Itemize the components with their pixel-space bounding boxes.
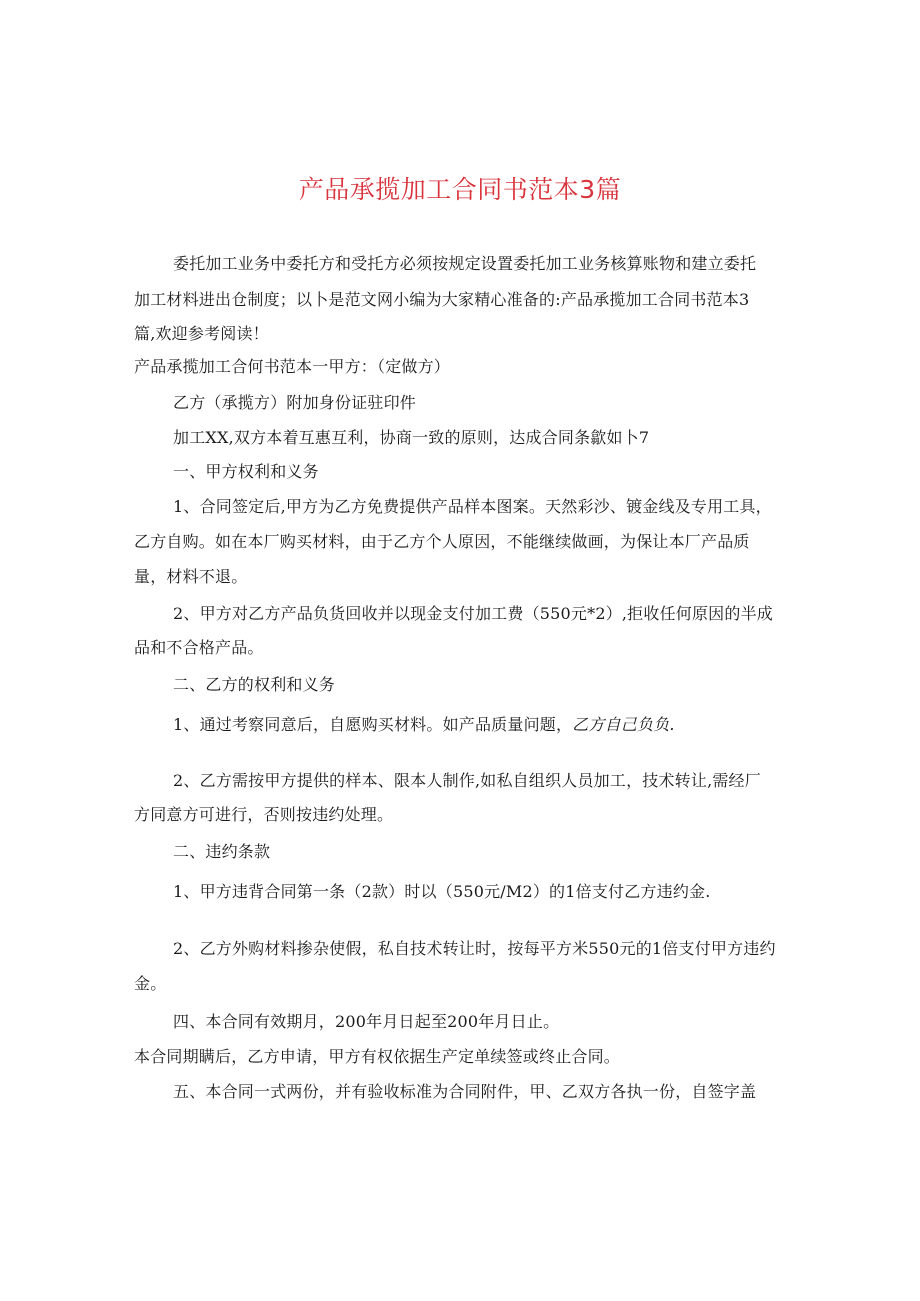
section-heading: 五、本合同一式两份，并有验收标准为合同附件，甲、乙双方各执一份，自签字盖 <box>173 1082 757 1101</box>
paragraph-line: 委托加工业务中委托方和受托方必须按规定设置委托加工业务核算账物和建立委托 <box>173 254 757 273</box>
paragraph-line: 2、甲方对乙方产品负货回收并以现金支付加工费（550元*2）,拒收任何原因的半成 <box>173 604 773 623</box>
section-heading: 一、甲方权利和义务 <box>173 462 319 481</box>
paragraph-line: 本合同期瞒后，乙方申请，甲方有权依据生产定单续签或终止合同。 <box>134 1047 621 1066</box>
paragraph-line: 金。 <box>134 974 167 993</box>
paragraph-line: 方同意方可进行，否则按违约处理。 <box>134 805 394 824</box>
paragraph-line: 篇,欢迎参考阅读！ <box>134 324 269 343</box>
section-heading: 二、违约条款 <box>173 842 271 861</box>
document-title: 产品承揽加工合同书范本3篇 <box>298 175 622 204</box>
paragraph-line: 加工XX,双方本着互惠互利，协商一致的原则，达成合同条歙如卜7 <box>173 428 650 447</box>
section-heading: 四、本合同有效期月，200年月日起至200年月日止。 <box>173 1012 560 1031</box>
section-heading: 二、乙方的权利和义务 <box>173 675 336 694</box>
paragraph-line: 乙方（承揽方）附加身份证驻印件 <box>173 393 417 412</box>
paragraph-line: 加工材料进出仓制度；以卜是范文网小编为大家精心准备的:产品承揽加工合同书范本3 <box>134 290 750 309</box>
paragraph-line: 乙方自购。如在本厂购买材料，由于乙方个人原因，不能继续做画，为保让本厂产品质 <box>134 532 750 551</box>
paragraph-line: 品和不合格产品。 <box>134 638 264 657</box>
paragraph-line: 2、乙方外购材料掺杂使假，私自技术转让时，按每平方米550元的1倍支付甲方违约 <box>173 939 776 958</box>
italic-text: 乙方自己负负. <box>572 715 675 734</box>
line-text: 1、通过考察同意后，自愿购买材料。如产品质量问题， <box>173 715 573 734</box>
paragraph-line: 2、乙方需按甲方提供的样本、限本人制作,如私自组织人员加工，技术转让,需经厂 <box>173 771 761 790</box>
paragraph-line: 产品承揽加工合何书范本一甲方：（定做方） <box>134 357 451 376</box>
paragraph-line <box>173 714 675 736</box>
paragraph-line: 1、合同签定后,甲方为乙方免费提供产品样本图案。天然彩沙、镀金线及专用工具， <box>173 497 772 516</box>
paragraph-line: 1、甲方违背合同第一条（2款）时以（550元/M2）的1倍支付乙方违约金. <box>173 882 711 901</box>
paragraph-line: 量，材料不退。 <box>134 567 248 586</box>
